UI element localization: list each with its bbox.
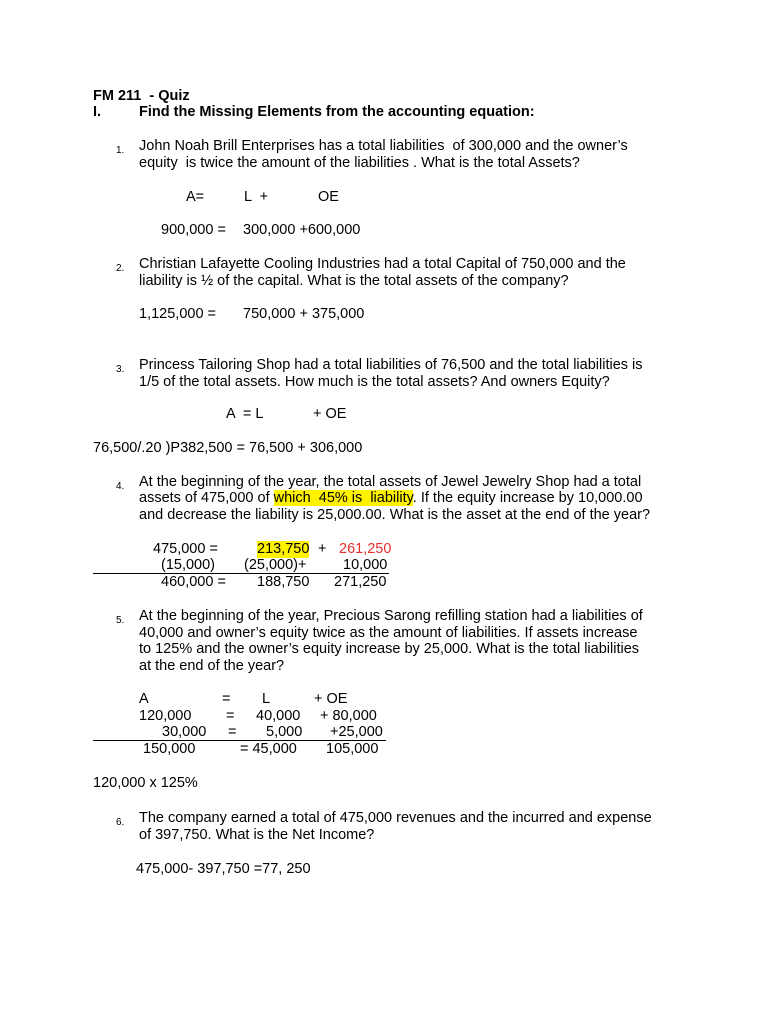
answer-work: (15,000) — [161, 557, 216, 573]
answer-work: 150,000 — [143, 741, 196, 757]
question-number: 4. — [116, 481, 125, 492]
answer-work: 750,000 + 375,000 — [243, 306, 365, 322]
question-text: liability is ½ of the capital. What is the total assets of the company? — [139, 273, 569, 289]
question-text: and decrease the liability is 25,000.00. What is the asset at the end of the year? — [139, 507, 651, 523]
answer-work: 40,000 — [256, 708, 301, 724]
highlighted-text: which 45% is liability — [273, 490, 413, 506]
question-number: 1. — [116, 145, 125, 156]
answer-work: 5,000 — [266, 724, 303, 740]
section-number: I. — [93, 104, 102, 120]
question-text: John Noah Brill Enterprises has a total liabilities of 300,000 and the owner’s — [139, 138, 628, 154]
equation-header: L — [262, 691, 271, 707]
equation-header: OE — [318, 189, 339, 205]
page-title: FM 211 - Quiz — [93, 88, 190, 104]
question-text: at the end of the year? — [139, 658, 285, 674]
answer-work: + — [318, 541, 327, 557]
question-text-line — [139, 490, 643, 507]
answer-work: 475,000 = — [153, 541, 218, 557]
answer-work: 475,000- 397,750 =77, 250 — [136, 861, 311, 877]
highlighted-value: 213,750 — [257, 541, 310, 557]
equation-header: + OE — [314, 691, 348, 707]
question-text: equity is twice the amount of the liabilities . What is the total Assets? — [139, 155, 580, 171]
equation-header: L + — [244, 189, 269, 205]
question-text: At the beginning of the year, Precious Sarong refilling station had a liabilities of — [139, 608, 643, 624]
question-number: 3. — [116, 364, 125, 375]
answer-work: 30,000 — [162, 724, 207, 740]
section-title: Find the Missing Elements from the accounting equation: — [139, 104, 535, 120]
question-text: assets of 475,000 of — [139, 490, 270, 506]
answer-work: 105,000 — [326, 741, 379, 757]
answer-work: 300,000 +600,000 — [243, 222, 361, 238]
equation-header: A = L — [226, 406, 264, 422]
side-note: 120,000 x 125% — [93, 775, 198, 791]
answer-work: 271,250 — [334, 574, 387, 590]
answer-work: = — [226, 708, 235, 724]
answer-work: 900,000 = — [161, 222, 226, 238]
question-number: 2. — [116, 263, 125, 274]
answer-work: 10,000 — [343, 557, 388, 573]
answer-work: 188,750 — [257, 574, 310, 590]
question-number: 6. — [116, 817, 125, 828]
answer-work: = — [228, 724, 237, 740]
red-value: 261,250 — [339, 541, 392, 557]
question-text: 1/5 of the total assets. How much is the total assets? And owners Equity? — [139, 374, 610, 390]
equation-header: + OE — [313, 406, 347, 422]
question-text: Christian Lafayette Cooling Industries had a total Capital of 750,000 and the — [139, 256, 626, 272]
equation-header: = — [222, 691, 231, 707]
question-text: The company earned a total of 475,000 revenues and the incurred and expense — [139, 810, 652, 826]
equation-header: A= — [186, 189, 205, 205]
answer-work: 1,125,000 = — [139, 306, 217, 322]
answer-work: 76,500/.20 )P382,500 = 76,500 + 306,000 — [93, 440, 363, 456]
question-text: 40,000 and owner’s equity twice as the amount of liabilities. If assets increase — [139, 625, 638, 641]
equation-header: A — [139, 691, 149, 707]
answer-work: (25,000)+ — [244, 557, 307, 573]
question-text: . If the equity increase by 10,000.00 — [412, 490, 643, 506]
answer-work: +25,000 — [330, 724, 383, 740]
question-number: 5. — [116, 615, 125, 626]
answer-work: 460,000 = — [161, 574, 226, 590]
question-text: At the beginning of the year, the total assets of Jewel Jewelry Shop had a total — [139, 474, 642, 490]
answer-work: = 45,000 — [240, 741, 297, 757]
question-text: to 125% and the owner’s equity increase by 25,000. What is the total liabilities — [139, 641, 640, 657]
question-text: of 397,750. What is the Net Income? — [139, 827, 375, 843]
answer-work: + 80,000 — [320, 708, 377, 724]
question-text: Princess Tailoring Shop had a total liabilities of 76,500 and the total liabilities is — [139, 357, 643, 373]
answer-work: 120,000 — [139, 708, 192, 724]
